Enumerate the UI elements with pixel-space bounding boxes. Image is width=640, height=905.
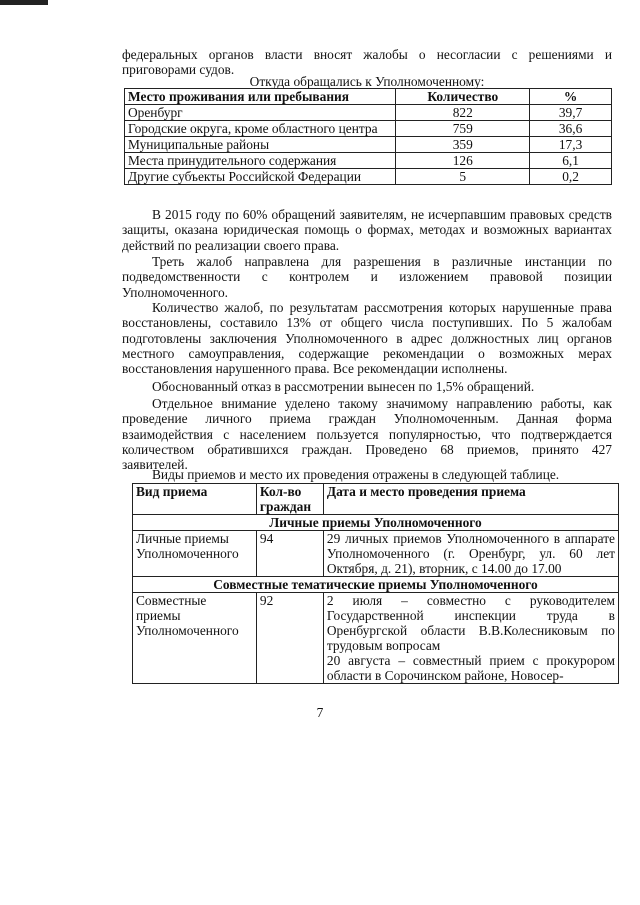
paragraph-table-intro: Виды приемов и место их проведения отражены в следующей таблице. <box>152 467 560 482</box>
cell-place: Муниципальные районы <box>125 137 396 153</box>
header-reception-type: Вид приема <box>133 484 257 515</box>
table-row <box>125 153 612 169</box>
paragraph-refusal: Обоснованный отказ в рассмотрении вынесен по 1,5% обращений. <box>152 379 535 394</box>
table-row <box>133 531 619 577</box>
table-header-row <box>125 89 612 105</box>
cell-place: Городские округа, кроме областного центра <box>125 121 396 137</box>
cell-percent: 0,2 <box>530 169 612 185</box>
cell-place: Места принудительного содержания <box>125 153 396 169</box>
cell-percent: 36,6 <box>530 121 612 137</box>
cell-count: 759 <box>396 121 530 137</box>
section-joint-receptions: Совместные тематические приемы Уполномоченного <box>133 577 619 593</box>
header-count: Количество <box>396 89 530 105</box>
cell-citizens-count: 94 <box>256 531 323 577</box>
receptions-table <box>132 483 619 684</box>
table-row <box>125 105 612 121</box>
cell-place: Оренбург <box>125 105 396 121</box>
cell-date-place <box>323 593 618 684</box>
cell-count: 822 <box>396 105 530 121</box>
header-citizens-count: Кол-во граждан <box>256 484 323 515</box>
joint-reception-labor: 2 июля – совместно с руководителем Государственной инспекции труда в Оренбургской области В.В.Колесниковым по трудовым вопросам <box>326 593 615 653</box>
cell-place: Другие субъекты Российской Федерации <box>125 169 396 185</box>
cell-count: 359 <box>396 137 530 153</box>
table-row <box>125 169 612 185</box>
page-number: 7 <box>316 705 324 720</box>
joint-reception-prosecutor: 20 августа – совместный прием с прокурором области в Сорочинском районе, Новосер- <box>326 653 615 683</box>
cell-date-place: 29 личных приемов Уполномоченного в аппарате Уполномоченного (г. Оренбург, ул. 60 лет Октября, д. 21), вторник, с 14.00 до 17.00 <box>323 531 618 577</box>
cell-count: 126 <box>396 153 530 169</box>
paragraph-legal-help: В 2015 году по 60% обращений заявителям, не исчерпавшим правовых средств защиты, оказана юридическая помощь о формах, методах и возможных вариантах действий по реализации своего права. <box>122 207 612 253</box>
paragraph-personal-reception: Отдельное внимание уделено такому значимому направлению работы, как проведение личного приема граждан Уполномоченным. Данная форма взаимодействия с населением пользуется популярностью, что подтверждается количеством обратившихся граждан. Проведено 68 приемов, принято 427 заявителей. <box>122 396 612 473</box>
cell-citizens-count: 92 <box>256 593 323 684</box>
cell-percent: 39,7 <box>530 105 612 121</box>
table-row <box>133 593 619 684</box>
residence-table <box>124 88 612 185</box>
scan-edge-mark <box>0 0 48 5</box>
section-personal-receptions: Личные приемы Уполномоченного <box>133 515 619 531</box>
header-date-place: Дата и место проведения приема <box>323 484 618 515</box>
table-row <box>125 137 612 153</box>
intro-paragraph: федеральных органов власти вносят жалобы о несогласии с решениями и приговорами судов. <box>122 47 612 78</box>
cell-count: 5 <box>396 169 530 185</box>
table1-caption: Откуда обращались к Уполномоченному: <box>249 74 485 89</box>
cell-percent: 17,3 <box>530 137 612 153</box>
cell-reception-type: Личные приемы Уполномоченного <box>133 531 257 577</box>
header-residence: Место проживания или пребывания <box>125 89 396 105</box>
section-row <box>133 515 619 531</box>
cell-reception-type: Совместные приемы Уполномоченного <box>133 593 257 684</box>
paragraph-jurisdiction: Треть жалоб направлена для разрешения в различные инстанции по подведомственности с контролем и изложением правовой позиции Уполномоченного. <box>122 254 612 300</box>
paragraph-restored-rights: Количество жалоб, по результатам рассмотрения которых нарушенные права восстановлены, составило 13% от общего числа поступивших. По 5 жалобам подготовлены заключения Уполномоченного в адрес должностных лиц органов местного самоуправления, содержащие рекомендации о возможных мерах восстановления нарушенного права. Все рекомендации исполнены. <box>122 300 612 377</box>
cell-percent: 6,1 <box>530 153 612 169</box>
table-row <box>125 121 612 137</box>
header-percent: % <box>530 89 612 105</box>
section-row <box>133 577 619 593</box>
table-header-row <box>133 484 619 515</box>
